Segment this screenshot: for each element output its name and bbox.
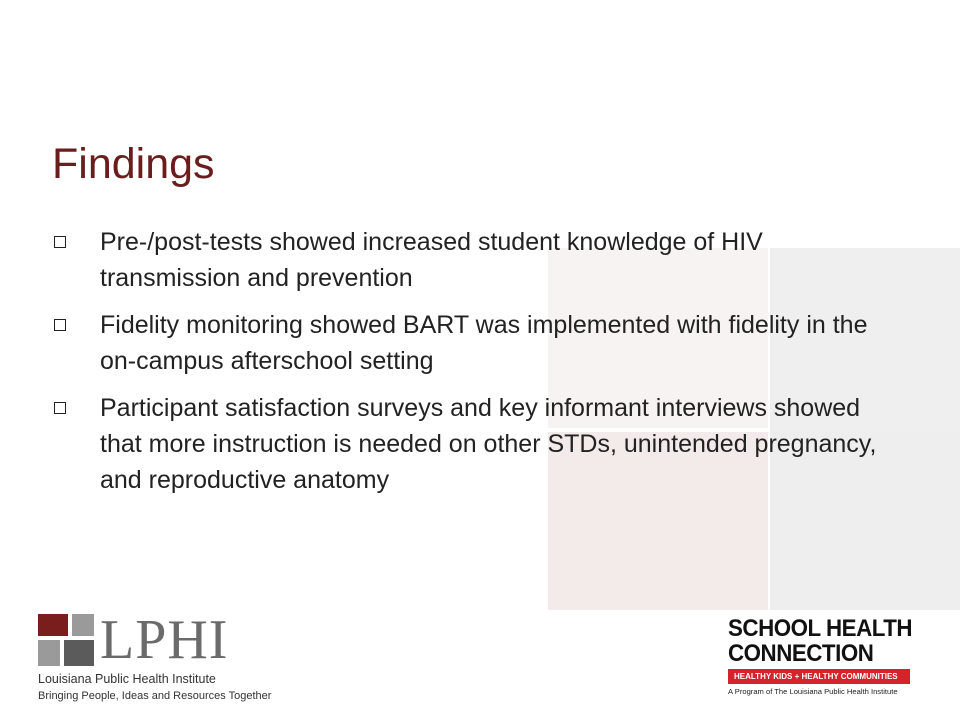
bullet-text: Fidelity monitoring showed BART was implemented with fidelity in the on-campus afterschool setting bbox=[100, 311, 868, 375]
lphi-wordmark: LPHI bbox=[100, 609, 229, 671]
bullet-text: Participant satisfaction surveys and key informant interviews showed that more instruction is needed on other STDs, unintended pregnancy, and reproductive anatomy bbox=[100, 394, 877, 494]
school-health-connection-logo bbox=[728, 616, 918, 696]
bullet-text: Pre-/post-tests showed increased student knowledge of HIV transmission and prevention bbox=[100, 228, 763, 292]
square-bullet-icon bbox=[54, 236, 66, 248]
shc-band: HEALTHY KIDS + HEALTHY COMMUNITIES bbox=[728, 669, 910, 684]
bullet-list bbox=[52, 224, 902, 509]
bullet-item bbox=[52, 307, 902, 379]
square-bullet-icon bbox=[54, 319, 66, 331]
slide-title: Findings bbox=[52, 140, 215, 188]
lphi-tagline: Bringing People, Ideas and Resources Together bbox=[38, 690, 272, 702]
lphi-name: Louisiana Public Health Institute bbox=[38, 672, 216, 686]
shc-line2: CONNECTION bbox=[728, 640, 874, 667]
shc-line1: SCHOOL HEALTH bbox=[728, 615, 913, 642]
lphi-mark-icon bbox=[38, 614, 96, 666]
square-bullet-icon bbox=[54, 402, 66, 414]
bullet-item bbox=[52, 390, 902, 498]
shc-footer: A Program of The Louisiana Public Health Institute bbox=[728, 687, 898, 696]
bullet-item bbox=[52, 224, 902, 296]
